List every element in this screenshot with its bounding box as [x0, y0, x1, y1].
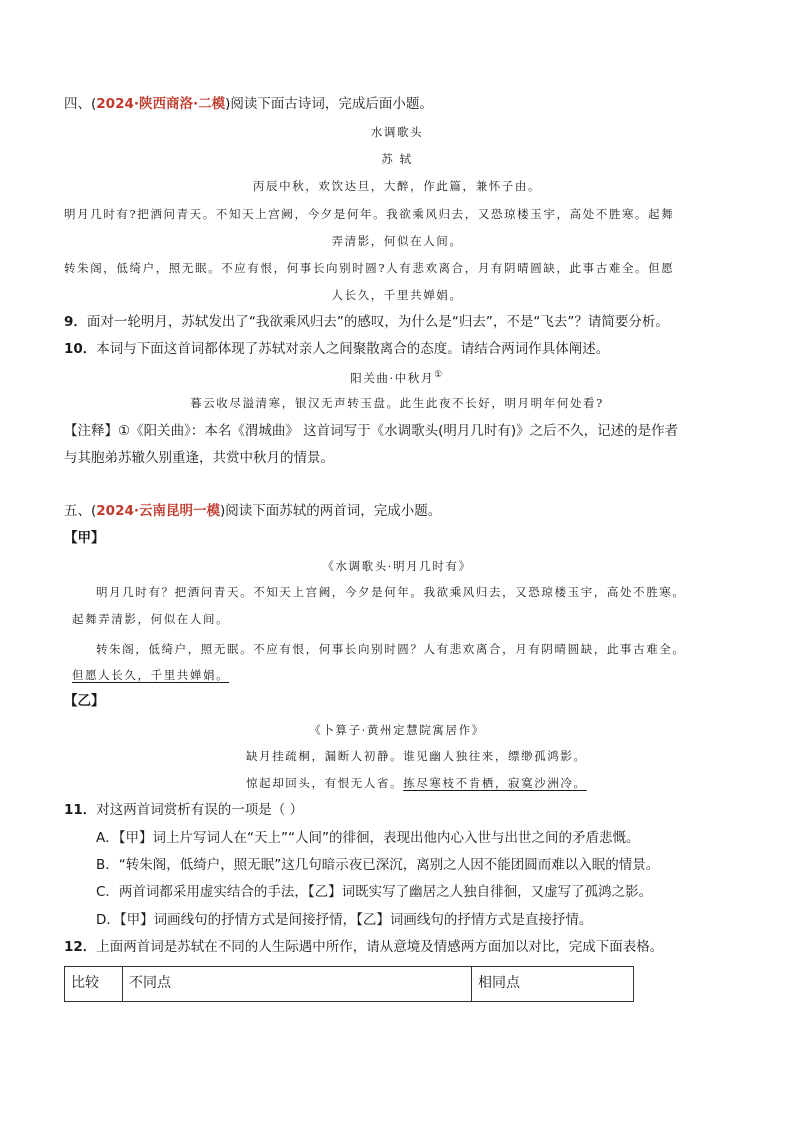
section5-prefix: 五、( — [64, 503, 97, 519]
poem2-line: 暮云收尽溢清寒，银汉无声转玉盘。此生此夜不长好，明月明年何处看? — [190, 396, 604, 410]
question-text: 本词与下面这首词都体现了苏轼对亲人之间聚散离合的态度。请结合两词作具体阐述。 — [96, 341, 610, 357]
table-header-cell: 不同点 — [123, 967, 472, 1002]
poem-title: 水调歌头 — [370, 125, 424, 139]
question-12 — [64, 937, 663, 957]
question-number: 9． — [64, 314, 87, 330]
poem2-title — [0, 365, 794, 388]
jia-line: 起舞弄清影，何似在人间。 — [72, 612, 230, 626]
table-header-cell: 比较 — [65, 967, 123, 1002]
footnote-mark: ① — [434, 370, 444, 380]
question-10 — [64, 339, 609, 359]
yi-line-plain: 惊起却回头，有恨无人省。 — [246, 776, 404, 790]
yi-title: 《卜算子·黄州定慧院寓居作》 — [309, 723, 485, 737]
poem-line: 明月几时有?把酒问青天。不知天上宫阙，今夕是何年。我欲乘风归去，又恐琼楼玉宇，高处不胜寒。起舞 — [64, 207, 675, 221]
jia-title: 《水调歌头·明月几时有》 — [322, 559, 472, 573]
question-text: 面对一轮明月，苏轼发出了“我欲乘风归去”的感叹，为什么是“归去”，不是“飞去”？请简要分析。 — [86, 314, 669, 330]
poem-line: 人长久，千里共婵娟。 — [331, 288, 463, 302]
question-text: 对这两首词赏析有误的一项是（ ） — [96, 802, 304, 818]
option-d: D．【甲】词画线句的抒情方式是间接抒情，【乙】词画线句的抒情方式是直接抒情。 — [96, 912, 593, 928]
question-11 — [64, 800, 303, 820]
comparison-table — [64, 966, 634, 1002]
option-b: B．“转朱阁，低绮户，照无眠”这几句暗示夜已深沉，离别之人因不能团圆而难以入眠的情景。 — [96, 857, 660, 873]
yi-line — [246, 773, 587, 793]
poem2-title-text: 阳关曲·中秋月 — [350, 370, 435, 385]
poem-line: 弄清影，何似在人间。 — [331, 234, 463, 248]
table-header-cell: 相同点 — [472, 967, 634, 1002]
yi-line: 缺月挂疏桐，漏断人初静。谁见幽人独往来，缥缈孤鸿影。 — [246, 749, 587, 763]
question-text: 上面两首词是苏轼在不同的人生际遇中所作，请从意境及情感两方面加以对比，完成下面表格。 — [96, 939, 664, 955]
question-9 — [64, 312, 669, 332]
poem-preface: 丙辰中秋，欢饮达旦，大醉，作此篇，兼怀子由。 — [252, 179, 542, 193]
label-yi: 【乙】 — [64, 693, 105, 709]
table-row — [65, 967, 634, 1002]
jia-underlined-line: 但愿人长久，千里共婵娟。 — [72, 668, 230, 682]
label-jia: 【甲】 — [64, 530, 105, 546]
section4-source: 2024·陕西商洛·二模 — [96, 96, 226, 112]
section4-suffix: )阅读下面古诗词，完成后面小题。 — [225, 96, 433, 112]
question-number: 11． — [64, 802, 97, 818]
section4-prefix: 四、( — [64, 96, 97, 112]
section5-suffix: )阅读下面苏轼的两首词，完成小题。 — [219, 503, 442, 519]
section4-heading — [64, 94, 433, 114]
annotation: 【注释】①《阳关曲》：本名《渭城曲》 这首词写于《水调歌头(明月几时有)》之后不久，记述的是作者 — [64, 423, 679, 439]
section5-heading — [64, 501, 441, 521]
option-c: C．两首词都采用虚实结合的手法，【乙】词既实写了幽居之人独自徘徊，又虚写了孤鸿之影。 — [96, 884, 653, 900]
jia-line: 转朱阁，低绮户，照无眠。不应有恨，何事长向别时圆？人有悲欢离合，月有阴晴圆缺，此事古难全。 — [96, 642, 686, 656]
question-number: 10． — [64, 341, 97, 357]
poem-author: 苏 轼 — [381, 152, 413, 166]
annotation: 与其胞弟苏辙久别重逢，共赏中秋月的情景。 — [64, 450, 334, 466]
yi-underlined-text: 拣尽寒枝不肯栖，寂寞沙洲冷。 — [403, 776, 587, 790]
jia-line: 明月几时有？把酒问青天。不知天上宫阙，今夕是何年。我欲乘风归去，又恐琼楼玉宇，高处不胜寒。 — [96, 585, 686, 599]
option-a: A．【甲】词上片写词人在“天上”“人间”的徘徊，表现出他内心入世与出世之间的矛盾悲慨。 — [96, 830, 640, 846]
question-number: 12． — [64, 939, 97, 955]
section5-source: 2024·云南昆明一模 — [96, 503, 220, 519]
poem-line: 转朱阁，低绮户，照无眠。不应有恨，何事长向别时圆?人有悲欢离合，月有阴晴圆缺，此事古难全。但愿 — [64, 261, 675, 275]
